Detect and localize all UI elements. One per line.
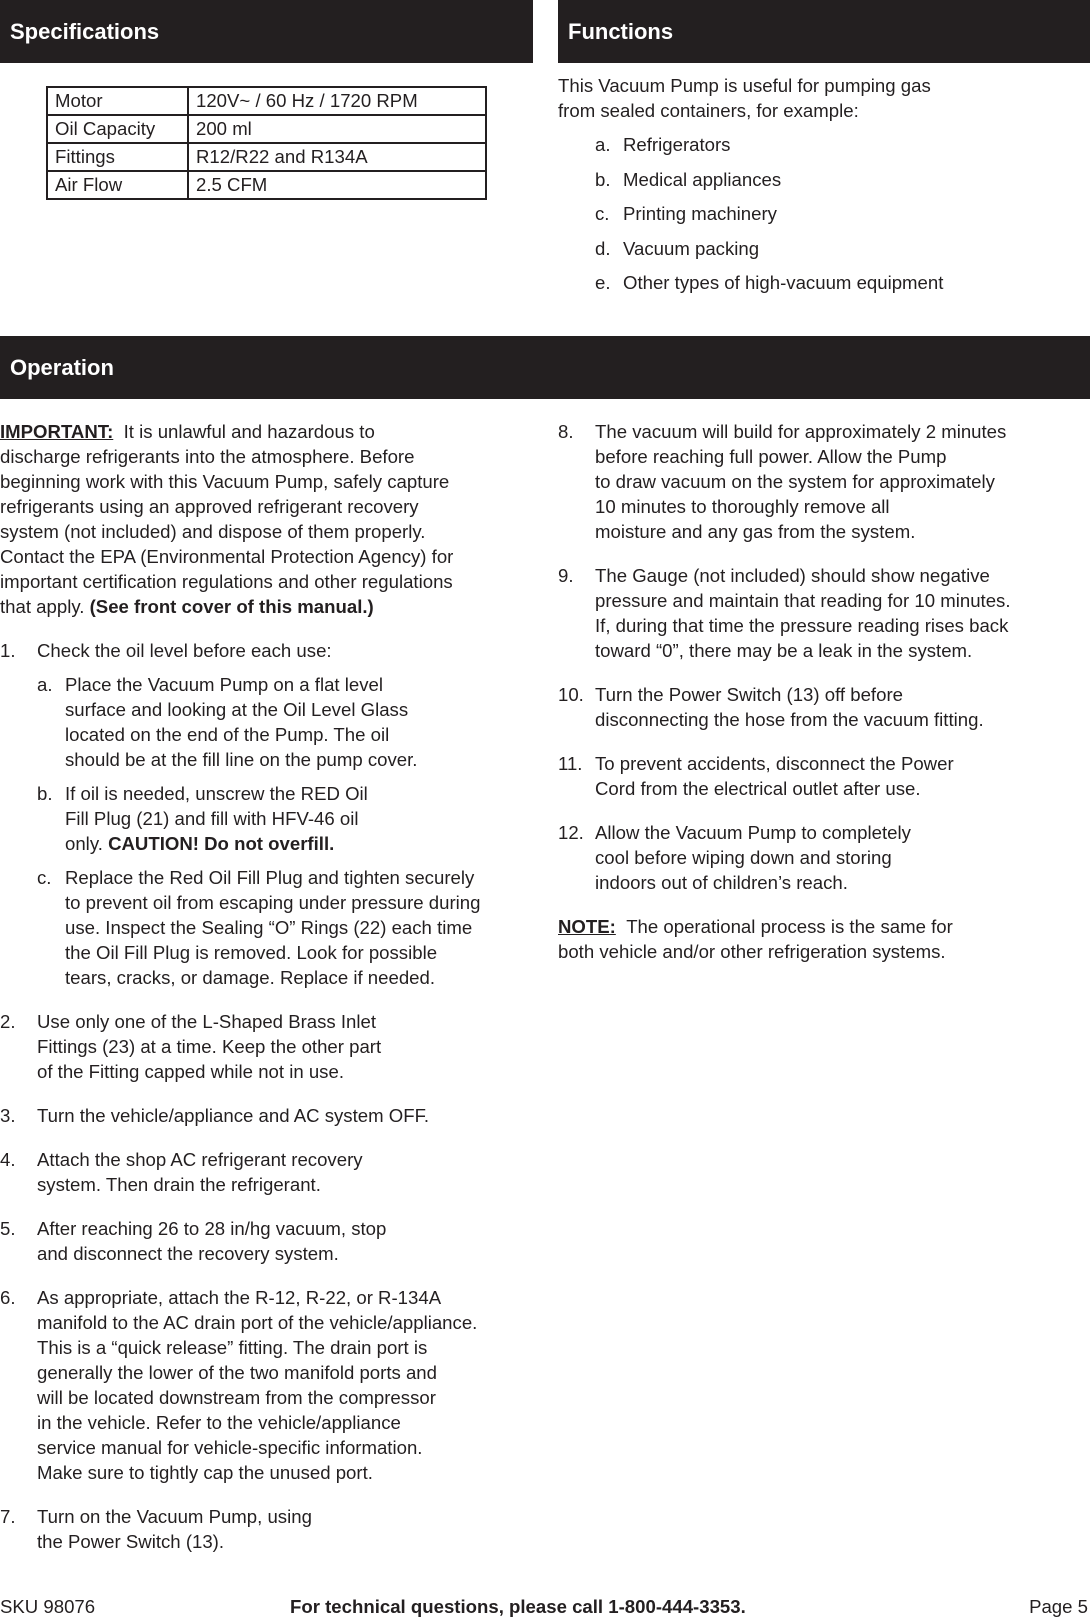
- list-item: [558, 236, 1078, 271]
- note-label: NOTE:: [558, 916, 616, 937]
- functions-list: [558, 132, 1078, 305]
- step-6: [0, 1285, 540, 1485]
- note-text: The operational process is the same for: [626, 916, 953, 937]
- list-item: [558, 201, 1078, 236]
- step-number: 9.: [558, 565, 574, 586]
- step-text: [37, 1216, 540, 1266]
- functions-heading-text: Functions: [568, 19, 674, 44]
- spec-row-motor: [47, 87, 486, 115]
- specifications-table: [46, 86, 487, 200]
- substep-line: use. Inspect the Sealing “O” Rings (22) each time: [65, 917, 473, 938]
- important-line: [0, 594, 540, 619]
- step-text: [37, 638, 540, 990]
- footer-sku: SKU 98076: [0, 1596, 96, 1617]
- substep-line: Place the Vacuum Pump on a flat level: [65, 674, 383, 695]
- substep-text: [65, 865, 540, 990]
- step-10: [558, 682, 1086, 732]
- step-line: before reaching full power. Allow the Pump: [595, 446, 947, 467]
- spec-label: Fittings: [47, 143, 188, 171]
- list-letter: d.: [595, 237, 611, 259]
- step-line: manifold to the AC drain port of the vehicle/appliance.: [37, 1312, 478, 1333]
- important-bold-note: (See front cover of this manual.): [89, 596, 374, 617]
- step-line: Use only one of the L-Shaped Brass Inlet: [37, 1011, 377, 1032]
- list-letter: b.: [595, 168, 611, 190]
- step-line: in the vehicle. Refer to the vehicle/appliance: [37, 1412, 401, 1433]
- note-line: both vehicle and/or other refrigeration systems.: [558, 941, 946, 962]
- step-line: pressure and maintain that reading for 10 minutes.: [595, 590, 1011, 611]
- step-text: [37, 1103, 540, 1128]
- step-line: As appropriate, attach the R-12, R-22, or R-134A: [37, 1287, 442, 1308]
- substep-line: tears, cracks, or damage. Replace if needed.: [65, 967, 436, 988]
- step-line: The vacuum will build for approximately 2 minutes: [595, 421, 1007, 442]
- important-line: system (not included) and dispose of them properly.: [0, 521, 426, 542]
- step-number: 11.: [558, 753, 583, 774]
- step-line: Make sure to tightly cap the unused port.: [37, 1462, 373, 1483]
- important-paragraph: [0, 419, 540, 619]
- step-line: moisture and any gas from the system.: [595, 521, 916, 542]
- step-number: 2.: [0, 1011, 16, 1032]
- substep-text: [65, 781, 540, 856]
- list-item: [558, 167, 1078, 202]
- step-line: After reaching 26 to 28 in/hg vacuum, stop: [37, 1218, 387, 1239]
- step-line: of the Fitting capped while not in use.: [37, 1061, 344, 1082]
- step-line: The Gauge (not included) should show negative: [595, 565, 990, 586]
- step-1: [0, 638, 540, 990]
- important-label: IMPORTANT:: [0, 421, 114, 442]
- step-text: [37, 1285, 540, 1485]
- substep-letter: c.: [37, 867, 52, 888]
- substep-line: should be at the fill line on the pump cover.: [65, 749, 418, 770]
- step-number: 7.: [0, 1506, 16, 1527]
- step-number: 12.: [558, 822, 584, 843]
- step-text: [37, 1147, 540, 1197]
- important-line: important certification regulations and other regulations: [0, 571, 453, 592]
- step-line: Check the oil level before each use:: [37, 640, 332, 661]
- substep-line: to prevent oil from escaping under pressure during: [65, 892, 481, 913]
- substep-line: the Oil Fill Plug is removed. Look for possible: [65, 942, 438, 963]
- step-line: and disconnect the recovery system.: [37, 1243, 339, 1264]
- step-line: To prevent accidents, disconnect the Power: [595, 753, 954, 774]
- step-line: to draw vacuum on the system for approximately: [595, 471, 995, 492]
- functions-section: [558, 73, 1078, 305]
- step-line: will be located downstream from the compressor: [37, 1387, 436, 1408]
- list-item: [558, 132, 1078, 167]
- list-letter: a.: [595, 134, 611, 155]
- list-text: Medical appliances: [623, 168, 782, 190]
- substep-text-run: only.: [65, 833, 103, 854]
- step-line: the Power Switch (13).: [37, 1531, 225, 1552]
- step-line: Turn the vehicle/appliance and AC system OFF.: [37, 1105, 430, 1126]
- step-number: 6.: [0, 1287, 16, 1308]
- step-text: [37, 1504, 540, 1554]
- note-line: [558, 914, 1086, 939]
- step-4: [0, 1147, 540, 1197]
- operation-heading: [0, 336, 1090, 399]
- step-2: [0, 1009, 540, 1084]
- note-paragraph: [558, 914, 1086, 964]
- important-line: discharge refrigerants into the atmosphere. Before: [0, 446, 415, 467]
- substep-text: [65, 672, 540, 772]
- step-line: disconnecting the hose from the vacuum fitting.: [595, 709, 984, 730]
- step-line: system. Then drain the refrigerant.: [37, 1174, 321, 1195]
- step-line: This is a “quick release” fitting. The drain port is: [37, 1337, 428, 1358]
- spec-label: Motor: [47, 87, 188, 115]
- list-text: Printing machinery: [623, 203, 777, 225]
- substep-line: [65, 831, 540, 856]
- operation-heading-text: Operation: [10, 355, 114, 380]
- specifications-heading: [0, 0, 533, 63]
- important-line: beginning work with this Vacuum Pump, safely capture: [0, 471, 450, 492]
- step-7: [0, 1504, 540, 1554]
- list-text: Vacuum packing: [623, 237, 760, 259]
- step-line: cool before wiping down and storing: [595, 847, 892, 868]
- list-item: [558, 270, 1078, 305]
- step-number: 8.: [558, 421, 574, 442]
- step-11: [558, 751, 1086, 801]
- spec-value: 2.5 CFM: [188, 171, 486, 199]
- step-number: 3.: [0, 1105, 16, 1126]
- caution-text: CAUTION! Do not overfill.: [108, 833, 335, 854]
- step-line: toward “0”, there may be a leak in the system.: [595, 640, 973, 661]
- step-number: 10.: [558, 684, 584, 705]
- important-text: that apply.: [0, 596, 85, 617]
- step-line: Turn on the Vacuum Pump, using: [37, 1506, 312, 1527]
- spec-value: 120V~ / 60 Hz / 1720 RPM: [188, 87, 486, 115]
- list-text: Refrigerators: [623, 134, 731, 155]
- list-text: Other types of high-vacuum equipment: [623, 272, 944, 294]
- spec-label: Oil Capacity: [47, 115, 188, 143]
- step-line: service manual for vehicle-specific information.: [37, 1437, 423, 1458]
- step-text: [37, 1009, 540, 1084]
- step-3: [0, 1103, 540, 1128]
- step-8: [558, 419, 1086, 544]
- substep-a: [37, 672, 540, 772]
- step-line: Attach the shop AC refrigerant recovery: [37, 1149, 363, 1170]
- list-letter: c.: [595, 203, 610, 225]
- spec-row-oil-capacity: [47, 115, 486, 143]
- substep-b: [37, 781, 540, 856]
- substep-line: surface and looking at the Oil Level Glass: [65, 699, 409, 720]
- operation-left-column: [0, 419, 540, 1573]
- functions-heading: [558, 0, 1090, 63]
- step-12: [558, 820, 1086, 895]
- important-line: refrigerants using an approved refrigerant recovery: [0, 496, 419, 517]
- operation-right-column: [558, 419, 1086, 983]
- spec-row-fittings: [47, 143, 486, 171]
- step-line: Allow the Vacuum Pump to completely: [595, 822, 911, 843]
- important-text: It is unlawful and hazardous to: [123, 421, 375, 442]
- substep-line: located on the end of the Pump. The oil: [65, 724, 390, 745]
- functions-intro-line: from sealed containers, for example:: [558, 100, 859, 121]
- substep-c: [37, 865, 540, 990]
- functions-intro-line: This Vacuum Pump is useful for pumping gas: [558, 75, 931, 96]
- step-number: 4.: [0, 1149, 16, 1170]
- step-text: [595, 419, 1086, 544]
- spec-value: 200 ml: [188, 115, 486, 143]
- step-line: generally the lower of the two manifold ports and: [37, 1362, 437, 1383]
- step-line: Turn the Power Switch (13) off before: [595, 684, 903, 705]
- step-line: 10 minutes to thoroughly remove all: [595, 496, 890, 517]
- step-9: [558, 563, 1086, 663]
- step-number: 5.: [0, 1218, 16, 1239]
- substep-letter: b.: [37, 783, 53, 804]
- substep-line: Replace the Red Oil Fill Plug and tighten securely: [65, 867, 475, 888]
- substep-line: Fill Plug (21) and fill with HFV-46 oil: [65, 808, 359, 829]
- specifications-heading-text: Specifications: [10, 19, 160, 44]
- step-text: [595, 751, 1086, 801]
- step-number: 1.: [0, 640, 16, 661]
- important-line: Contact the EPA (Environmental Protection Agency) for: [0, 546, 454, 567]
- step-text: [595, 682, 1086, 732]
- footer-page-number: Page 5: [1029, 1596, 1088, 1617]
- step-line: Fittings (23) at a time. Keep the other part: [37, 1036, 382, 1057]
- substep-line: If oil is needed, unscrew the RED Oil: [65, 783, 368, 804]
- step-line: If, during that time the pressure reading rises back: [595, 615, 1009, 636]
- spec-label: Air Flow: [47, 171, 188, 199]
- spec-row-air-flow: [47, 171, 486, 199]
- step-text: [595, 820, 1086, 895]
- important-line: [0, 419, 540, 444]
- step-5: [0, 1216, 540, 1266]
- list-letter: e.: [595, 272, 611, 294]
- step-line: Cord from the electrical outlet after use.: [595, 778, 921, 799]
- step-text: [595, 563, 1086, 663]
- substep-letter: a.: [37, 674, 53, 695]
- footer-contact: For technical questions, please call 1-800-444-3353.: [290, 1596, 746, 1617]
- step-line: indoors out of children’s reach.: [595, 872, 848, 893]
- spec-value: R12/R22 and R134A: [188, 143, 486, 171]
